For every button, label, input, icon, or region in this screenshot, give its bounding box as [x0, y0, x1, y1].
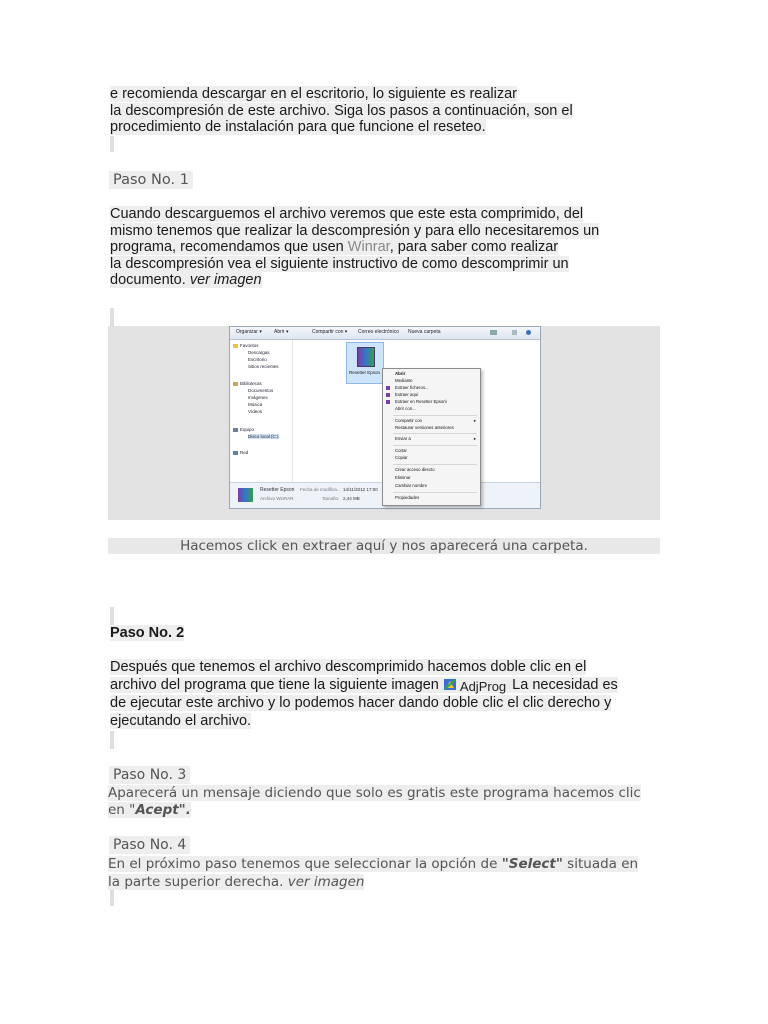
view-icon[interactable] — [490, 330, 497, 335]
step2-heading: Paso No. 2 — [110, 625, 185, 641]
nav-recent[interactable]: Sitios recientes — [248, 364, 279, 369]
nav-videos[interactable]: Vídeos — [248, 409, 263, 414]
step1-line-5a: documento. — [110, 272, 190, 289]
step1-line-3a: programa, recomendamos que usen — [110, 239, 348, 256]
toolbar-email[interactable]: Correo electrónico — [358, 329, 399, 335]
menu-open-with[interactable]: Abrir con... — [395, 406, 416, 411]
menu-extract-files[interactable]: Extraer ficheros... — [395, 385, 429, 390]
nav-desktop[interactable]: Escritorio — [248, 357, 267, 362]
step1-heading: Paso No. 1 — [109, 171, 193, 189]
nav-local-disk[interactable]: Disco local (C:) — [248, 434, 279, 439]
menu-separator — [393, 492, 477, 493]
nav-downloads[interactable]: Descargas — [248, 350, 270, 355]
step3-heading: Paso No. 3 — [109, 766, 190, 784]
menu-restore-versions[interactable]: Restaurar versiones anteriores — [395, 425, 454, 430]
computer-icon — [233, 428, 238, 432]
winrar-archive-icon — [357, 347, 375, 367]
toolbar-new-folder[interactable]: Nueva carpeta — [408, 329, 441, 335]
adjprog-icon — [443, 678, 458, 691]
step1-line-2: mismo tenemos que realizar la descompresión y para ello necesitaremos un — [110, 222, 600, 239]
menu-extract-here[interactable]: Extraer aquí — [395, 392, 419, 397]
explorer-window — [229, 326, 541, 509]
file-label: Resetter Epson — [349, 370, 381, 375]
step2-paragraph — [110, 659, 618, 730]
status-size-label: Tamaño: — [322, 496, 340, 501]
status-file-name: Resetter Epson — [260, 487, 295, 493]
ver-imagen-link-2[interactable]: ver imagen — [287, 874, 365, 890]
step2-line-2b: La necesidad es — [508, 676, 618, 693]
block-bar — [110, 607, 114, 627]
block-bar — [110, 890, 114, 906]
menu-separator — [393, 445, 477, 446]
menu-share-with[interactable]: Compartir con — [395, 418, 422, 423]
menu-send-to[interactable]: Enviar a — [395, 436, 411, 441]
status-file-type: Archivo WinRAR — [260, 496, 294, 501]
intro-line-1: e recomienda descargar en el escritorio, lo siguiente es realizar — [110, 86, 518, 102]
winrar-small-icon — [386, 400, 390, 404]
toolbar-open[interactable]: Abrir ▾ — [274, 329, 289, 335]
nav-libraries[interactable]: Bibliotecas — [240, 381, 262, 386]
step3-line-2a: en " — [108, 802, 136, 818]
status-modified-label: Fecha de modifica... — [300, 487, 341, 492]
toolbar-share[interactable]: Compartir con ▾ — [312, 329, 348, 335]
network-icon — [233, 451, 238, 455]
image-caption: Hacemos click en extraer aquí y nos aparecerá una carpeta. — [108, 538, 660, 554]
explorer-sidebar — [230, 340, 293, 482]
ver-imagen-link[interactable]: ver imagen — [189, 272, 262, 289]
explorer-screenshot — [108, 326, 660, 520]
step2-line-2a: archivo del programa que tiene la siguiente imagen — [110, 676, 443, 693]
nav-pictures[interactable]: Imágenes — [248, 395, 268, 400]
nav-computer[interactable]: Equipo — [240, 427, 255, 432]
intro-paragraph — [110, 86, 573, 136]
submenu-arrow-icon: ▸ — [473, 436, 476, 441]
nav-documents[interactable]: Documentos — [248, 388, 274, 393]
status-archive-icon — [238, 488, 253, 502]
context-menu — [382, 368, 481, 506]
menu-separator — [393, 415, 477, 416]
block-bar — [110, 136, 114, 152]
step4-line-1b: situada en — [562, 856, 639, 872]
menu-rename[interactable]: Cambiar nombre — [395, 483, 428, 488]
select-text: "Select" — [501, 856, 563, 872]
status-size-value: 2,44 MB — [343, 496, 360, 501]
menu-open[interactable]: Abrir — [395, 371, 406, 376]
step4-line-2a: la parte superior derecha. — [108, 874, 288, 890]
block-bar — [110, 731, 114, 749]
intro-line-2: la descompresión de este archivo. Siga los pasos a continuación, son el — [110, 102, 573, 119]
menu-separator — [393, 433, 477, 434]
menu-create-shortcut[interactable]: Crear acceso directo — [395, 467, 435, 472]
nav-network[interactable]: Red — [240, 450, 249, 455]
submenu-arrow-icon: ▸ — [473, 418, 476, 423]
menu-via[interactable]: Mediante — [395, 378, 413, 383]
library-icon — [233, 382, 238, 386]
star-icon — [233, 344, 238, 348]
winrar-link[interactable]: Winrar — [347, 239, 390, 256]
step4-line-1a: En el próximo paso tenemos que seleccionar la opción de — [108, 856, 502, 872]
acept-text: Acept". — [135, 802, 191, 818]
file-item[interactable] — [346, 342, 384, 384]
preview-pane-icon[interactable] — [512, 330, 517, 335]
menu-delete[interactable]: Eliminar — [395, 475, 411, 480]
step3-line-1: Aparecerá un mensaje diciendo que solo es gratis este programa hacemos clic — [108, 785, 641, 801]
step2-line-4: ejecutando el archivo. — [110, 712, 252, 729]
step1-line-4: la descompresión vea el siguiente instructivo de como descomprimir un — [110, 255, 569, 272]
explorer-toolbar — [230, 327, 540, 340]
step4-paragraph — [108, 855, 638, 891]
step1-paragraph — [110, 206, 599, 289]
step1-line-3b: , para saber como realizar — [389, 239, 559, 256]
winrar-small-icon — [386, 393, 390, 397]
winrar-small-icon — [386, 386, 390, 390]
step2-line-3: de ejecutar este archivo y lo podemos hacer dando doble clic el clic derecho y — [110, 695, 612, 711]
menu-properties[interactable]: Propiedades — [395, 495, 420, 500]
intro-line-3: procedimiento de instalación para que funcione el reseteo. — [110, 119, 486, 136]
help-icon[interactable] — [526, 330, 531, 335]
adjprog-label: AdjProg — [459, 678, 507, 694]
menu-copy[interactable]: Copiar — [395, 455, 408, 460]
menu-separator — [393, 464, 477, 465]
step3-paragraph — [108, 785, 641, 819]
step2-line-1: Después que tenemos el archivo descomprimido hacemos doble clic en el — [110, 659, 587, 675]
nav-music[interactable]: Música — [248, 402, 263, 407]
toolbar-organize[interactable]: Organizar ▾ — [236, 329, 262, 335]
menu-cut[interactable]: Cortar — [395, 448, 407, 453]
status-modified-value: 14/11/2012 17:00 — [343, 487, 378, 492]
step4-heading: Paso No. 4 — [109, 836, 190, 854]
menu-extract-to[interactable]: Extraer en Resetter Epson\ — [395, 399, 447, 404]
nav-favorites[interactable]: Favoritos — [240, 343, 259, 348]
block-bar — [110, 308, 114, 326]
step1-line-1: Cuando descarguemos el archivo veremos que este esta comprimido, del — [110, 206, 584, 222]
